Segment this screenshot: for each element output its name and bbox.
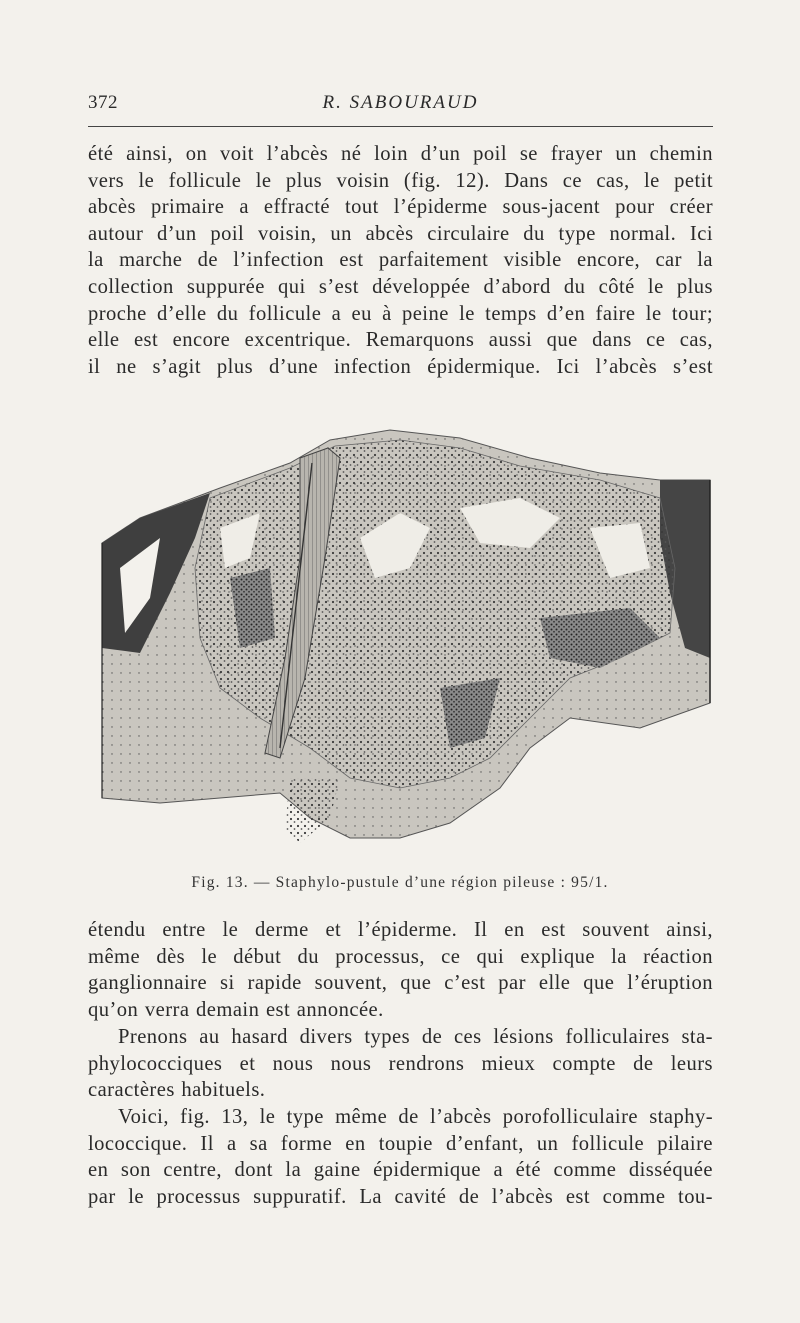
text-line: même dès le début du processus, ce qui explique la réaction [88,945,713,968]
text-line: étendu entre le derme et l’épiderme. Il en est souvent ainsi, [88,919,713,941]
text-line: ganglionnaire si rapide souvent, que c’est par elle que l’éruption [88,972,713,995]
histology-figure [100,418,715,848]
text-line: vers le follicule le plus voisin (fig. 12). Dans ce cas, le petit [88,169,713,192]
paragraph-3 [88,1024,713,1104]
text-line: proche d’elle du follicule a eu à peine le temps d’en faire le tour; [88,302,713,325]
text-line: en son centre, dont la gaine épidermique a été comme disséquée [88,1159,713,1182]
page-header [88,92,713,118]
text-line: Voici, fig. 13, le type même de l’abcès porofolliculaire staphy- [118,1106,713,1128]
paragraph-1 [88,141,713,380]
text-line: phylococciques et nous nous rendrons mieux compte de leurs [88,1052,713,1075]
text-line: elle est encore excentrique. Remarquons aussi que dans ce cas, [88,329,713,352]
text-line: collection suppurée qui s’est développée d’abord du côté le plus [88,275,713,298]
text-line: caractères habituels. [88,1079,266,1102]
figure-caption: Fig. 13. — Staphylo-pustule d’une région pileuse : 95/1. [191,874,609,891]
header-rule [88,126,713,127]
running-head: R. SABOURAUD [322,92,479,113]
text-line: par le processus suppuratif. La cavité de l’abcès est comme tou- [88,1185,713,1208]
page-number: 372 [88,92,118,113]
paragraph-2 [88,917,713,1023]
text-line: abcès primaire a effracté tout l’épiderme sous-jacent pour créer [88,196,713,219]
text-line: il ne s’agit plus d’une infection épidermique. Ici l’abcès s’est [88,355,713,378]
text-line: autour d’un poil voisin, un abcès circulaire du type normal. Ici [88,222,713,245]
text-line: lococcique. Il a sa forme en toupie d’enfant, un follicule pilaire [88,1132,713,1155]
paragraph-4 [88,1104,713,1210]
text-line: qu’on verra demain est annoncée. [88,998,384,1021]
text-line: la marche de l’infection est parfaitement visible encore, car la [88,249,713,272]
text-line: Prenons au hasard divers types de ces lésions folliculaires sta- [118,1026,713,1048]
staphylo-pustule-illustration [100,418,715,848]
text-line: été ainsi, on voit l’abcès né loin d’un poil se frayer un chemin [88,143,713,165]
